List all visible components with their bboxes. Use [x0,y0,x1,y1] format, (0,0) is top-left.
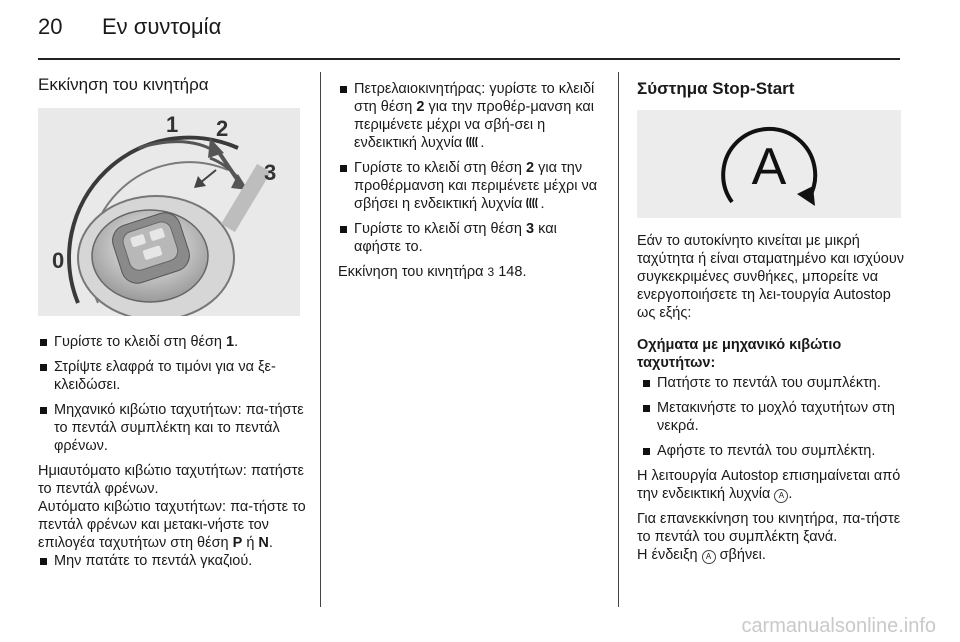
autostop-letter: A [751,138,787,196]
bullet-square [40,407,47,414]
sub-paragraph-semi-auto: Ημιαυτόματο κιβώτιο ταχυτήτων: πατήστε το πεντάλ φρένων. [38,463,304,497]
bullet-square [643,380,650,387]
bullet-square [40,558,47,565]
bullet-square [340,86,347,93]
list-item: Στρίψτε ελαφρά το τιμόνι για να ξε-κλειδώσει. [38,358,308,394]
list-item: Πετρελαιοκινητήρας: γυρίστε το κλειδί στη θέση 2 για την προθέρ-μανση και περιμένετε μέχρι να σβή-σει η ενδεικτική λυχνία . [338,80,606,152]
list-item: Αφήστε το πεντάλ του συμπλέκτη. [641,442,905,460]
column-divider [618,72,619,607]
section-title-engine-start: Εκκίνηση του κινητήρα [38,75,209,94]
right-column [637,80,905,98]
bullet-square [643,405,650,412]
column-divider [320,72,321,607]
glow-plug-lamp-icon [466,136,480,148]
cross-reference[interactable]: Εκκίνηση του κινητήρα 3 148. [338,264,527,280]
paragraph-restart: Για επανεκκίνηση του κινητήρα, πα-τήστε το πεντάλ του συμπλέκτη ξανά. [637,511,901,545]
left-instructions [38,333,308,577]
left-column [38,76,308,94]
list-item: Μην πατάτε το πεντάλ γκαζιού. [38,552,308,570]
glow-plug-lamp-icon [526,197,540,209]
list-item: Γυρίστε το κλειδί στη θέση 3 και αφήστε το. [338,220,606,256]
bullet-square [40,339,47,346]
sub-paragraph-auto: Αυτόματο κιβώτιο ταχυτήτων: πα-τήστε το πεντάλ φρένων και μετακι-νήστε τον επιλογέα ταχυτήτων στη θέση P ή N. [38,499,306,551]
bullet-square [340,165,347,172]
autostop-indicator-icon: A [702,550,716,564]
autostop-indicator-icon: A [774,489,788,503]
page-header [38,14,221,40]
reference-arrow-icon: 3 [487,265,495,279]
ignition-figure [38,108,300,316]
middle-column [338,80,606,281]
position-label-2: 2 [216,116,229,141]
position-label-0: 0 [52,248,65,273]
bullet-square [340,226,347,233]
autostop-figure [637,110,901,218]
list-item: Πατήστε το πεντάλ του συμπλέκτη. [641,374,905,392]
list-item: Μετακινήστε το μοχλό ταχυτήτων στη νεκρά. [641,399,905,435]
position-label-1: 1 [166,112,179,137]
list-item: Γυρίστε το κλειδί στη θέση 2 για την προθέρμανση και περιμένετε μέχρι να σβήσει η ενδεικτική λυχνία . [338,159,606,213]
subhead-manual-gearbox: Οχήματα με μηχανικό κιβώτιο ταχυτήτων: [637,337,842,371]
chapter-title: Εν συντομία [102,14,222,39]
watermark: carmanualsonline.info [741,615,936,637]
bullet-square [643,448,650,455]
right-text [637,232,905,564]
paragraph-autostop-indicator: Η λειτουργία Autostop επισημαίνεται από την ενδεικτική λυχνία A . [637,468,901,502]
section-title-stop-start: Σύστημα Stop-Start [637,79,795,98]
list-item: Γυρίστε το κλειδί στη θέση 1. [38,333,308,351]
paragraph-indicator-off: Η ένδειξη A σβήνει. [637,547,766,563]
intro-paragraph: Εάν το αυτοκίνητο κινείται με μικρή ταχύτητα ή είναι σταματημένο και ισχύουν συγκεκριμένες συνθήκες, μπορείτε να ενεργοποιήσετε τη λει-τουργία Autostop ως εξής: [637,233,905,321]
ignition-switch-illustration [38,108,300,316]
bullet-square [40,364,47,371]
page-number: 20 [38,14,63,39]
position-label-3: 3 [264,160,277,185]
header-rule [38,58,900,60]
list-item: Μηχανικό κιβώτιο ταχυτήτων: πα-τήστε το πεντάλ συμπλέκτη και το πεντάλ φρένων. [38,401,308,455]
autostop-symbol-icon [637,110,901,218]
